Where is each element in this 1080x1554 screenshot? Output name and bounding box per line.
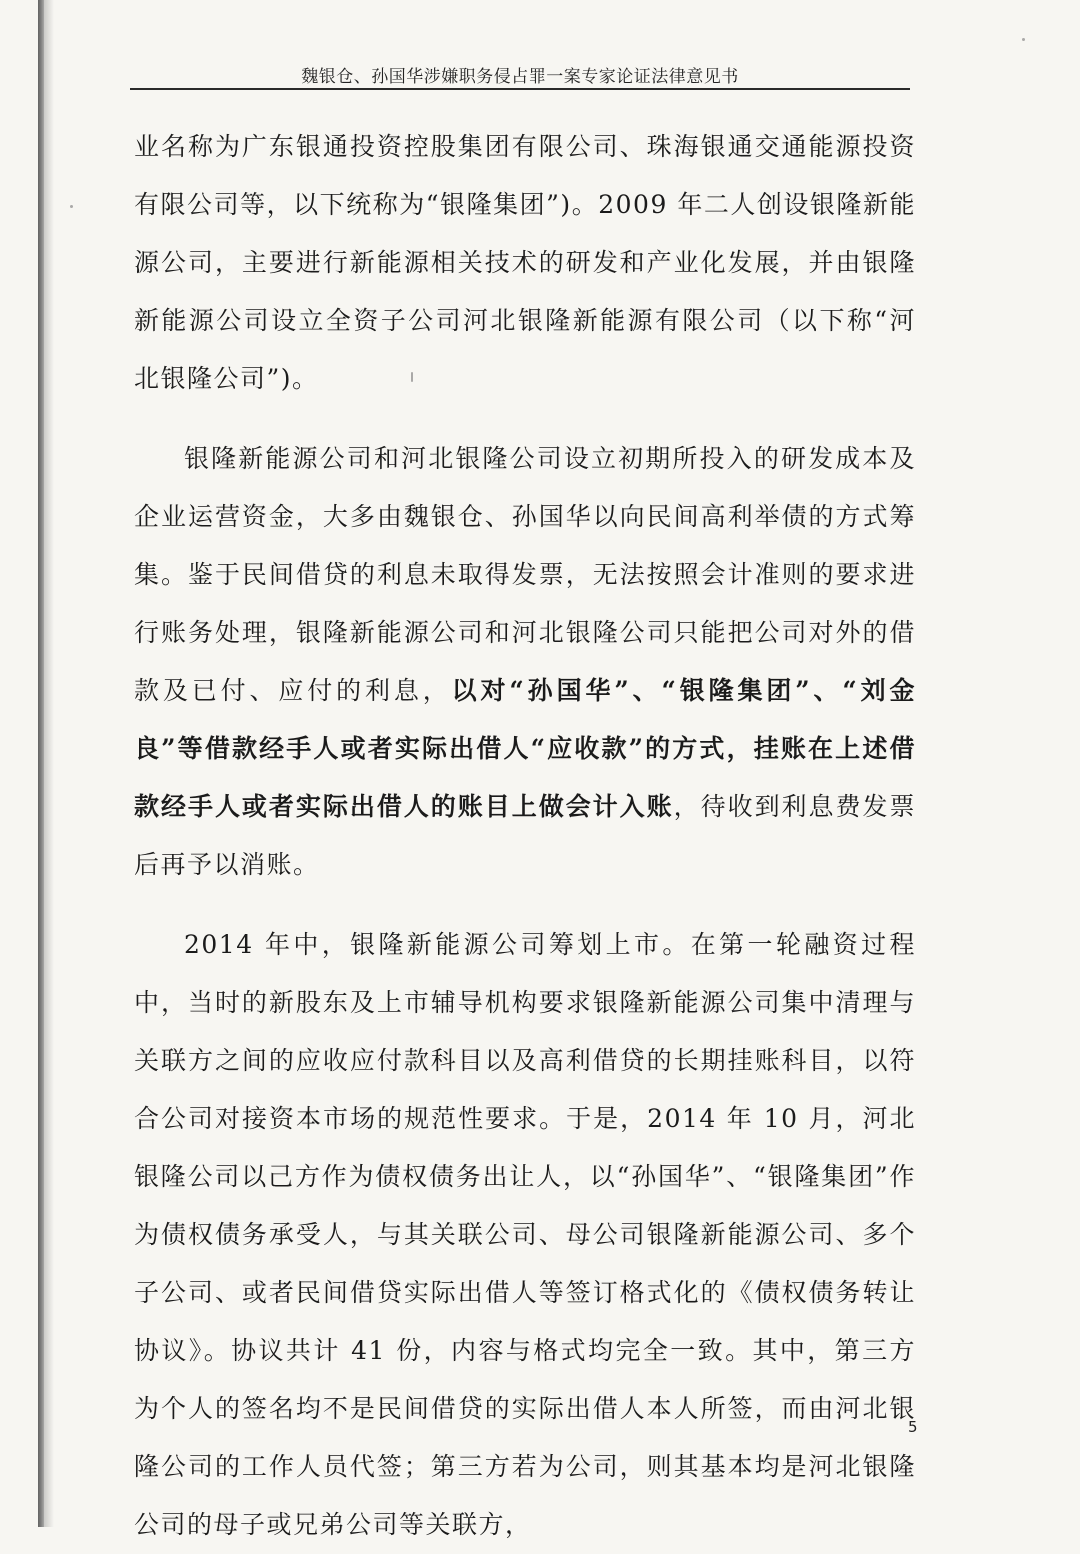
- document-header-title: 魏银仓、孙国华涉嫌职务侵占罪一案专家论证法律意见书: [301, 67, 739, 87]
- header-divider: [130, 88, 910, 90]
- paragraph-3: 2014 年中，银隆新能源公司筹划上市。在第一轮融资过程中，当时的新股东及上市辅导机构要求银隆新能源公司集中清理与关联方之间的应收应付款科目以及高利借贷的长期挂账科目，以符合公司对接资本市场的规范性要求。于是，2014 年 10 月，河北银隆公司以己方作为债权债务出让人，以“孙国华”、“银隆集团”作为债权债务承受人，与其关联公司、母公司银隆新能源公司、多个子公司、或者民间借贷实际出借人等签订格式化的《债权债务转让协议》。协议共计 41 份，内容与格式均完全一致。其中，第三方为个人的签名均不是民间借贷的实际出借人本人所签，而由河北银隆公司的工作人员代签；第三方若为公司，则其基本均是河北银隆公司的母子或兄弟公司等关联方，: [134, 930, 916, 1539]
- scan-edge-gradient: [44, 0, 54, 1527]
- scan-speck: [70, 205, 73, 208]
- scan-speck: [411, 372, 413, 382]
- page-number: 5: [908, 1418, 918, 1436]
- scan-speck: [1022, 38, 1025, 41]
- paragraph-1: 业名称为广东银通投资控股集团有限公司、珠海银通交通能源投资有限公司等，以下统称为“银隆集团”)。2009 年二人创设银隆新能源公司，主要进行新能源相关技术的研发和产业化发展，并由银隆新能源公司设立全资子公司河北银隆新能源有限公司（以下称“河北银隆公司”)。: [134, 132, 916, 393]
- paragraph-2-bold-text: 以对“孙国华”、“银隆集团”、“刘金良”等借款经手人或者实际出借人“应收款”的方式，挂账在上述借款经手人或者实际出借人的账目上做会计入账: [134, 676, 916, 821]
- paragraph-2-tail-text: ，待收到利息费发票后再予以消账。: [134, 792, 916, 879]
- document-body: [134, 118, 916, 1554]
- paragraph-2: [134, 430, 916, 894]
- paragraph-2-text: 银隆新能源公司和河北银隆公司设立初期所投入的研发成本及企业运营资金，大多由魏银仓、孙国华以向民间高利举债的方式筹集。鉴于民间借贷的利息未取得发票，无法按照会计准则的要求进行账务处理，银隆新能源公司和河北银隆公司只能把公司对外的借款及已付、应付的利息，: [134, 444, 916, 705]
